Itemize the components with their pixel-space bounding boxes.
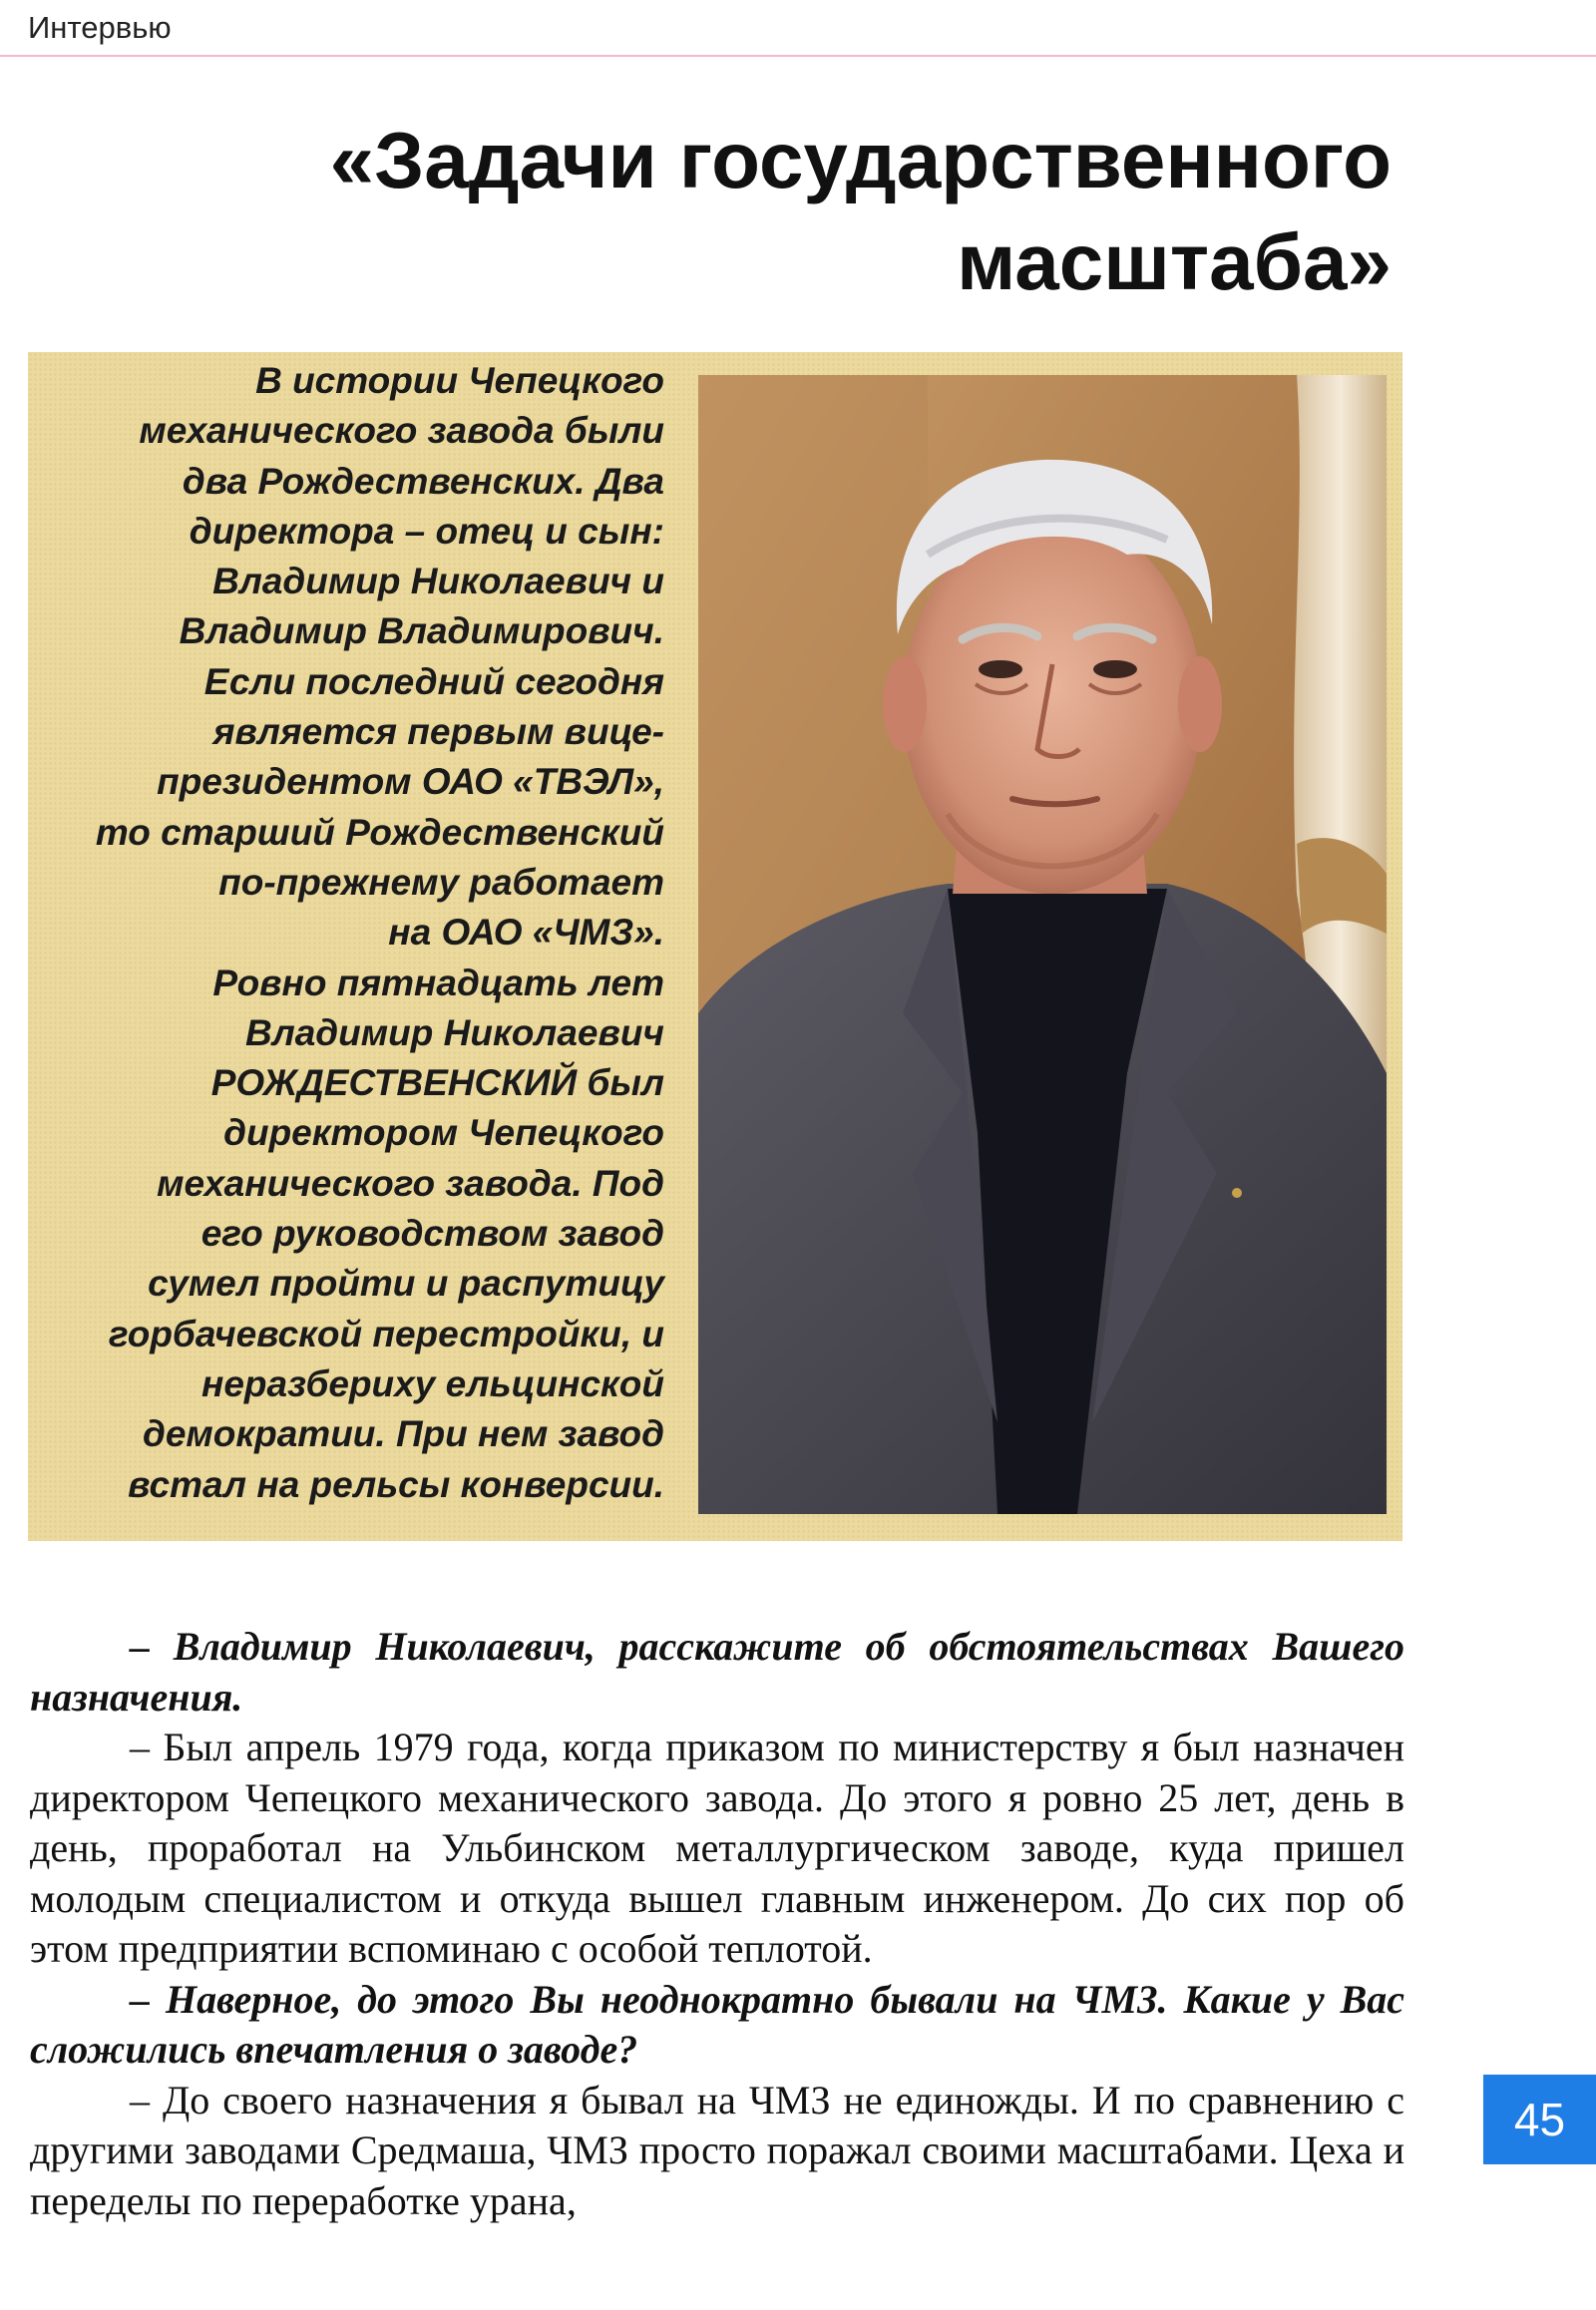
interview-answer: – Был апрель 1979 года, когда приказом по министерству я был назначен директором Чепецкого механического завода. До этого я ровно 25 лет, день в день, проработал на Ульбинском металлургическом заводе, куда пришел молодым специалистом и откуда вышел главным инженером. До сих пор об этом предприятии вспоминаю с особой теплотой.: [30, 1725, 1404, 1971]
intro-line: его руководством завод: [200, 1213, 664, 1255]
page-number: 45: [1483, 2075, 1596, 2164]
intro-line: директором Чепецкого: [223, 1112, 664, 1154]
article-title: [330, 110, 1392, 313]
intro-line: неразбериху ельцинской: [200, 1362, 664, 1404]
intro-line: РОЖДЕСТВЕНСКИЙ был: [210, 1062, 664, 1104]
intro-line: Владимир Николаевич и: [212, 561, 664, 602]
intro-line: Если последний сегодня: [203, 660, 664, 702]
intro-line: на ОАО «ЧМЗ».: [388, 912, 664, 954]
header-divider: [0, 55, 1596, 57]
intro-line: механического завода. Под: [157, 1162, 664, 1204]
intro-line: демократии. При нем завод: [142, 1413, 664, 1455]
intro-line: по-прежнему работает: [218, 861, 664, 903]
portrait-illustration: [698, 375, 1387, 1514]
article-title-line-2: масштаба»: [957, 217, 1392, 306]
intro-line: Владимир Владимирович.: [179, 610, 664, 652]
interview-question: – Наверное, до этого Вы неоднократно бывали на ЧМЗ. Какие у Вас сложились впечатления о заводе?: [30, 1976, 1404, 2072]
intro-line: Владимир Николаевич: [244, 1011, 664, 1053]
intro-line: встал на рельсы конверсии.: [128, 1463, 664, 1505]
intro-line: горбачевской перестройки, и: [108, 1313, 664, 1354]
intro-line: то старший Рождественский: [95, 811, 664, 853]
section-label: Интервью: [28, 10, 172, 45]
intro-line: является первым вице-: [212, 711, 664, 753]
intro-line: президентом ОАО «ТВЭЛ»,: [157, 761, 664, 803]
intro-line: два Рождественских. Два: [182, 460, 664, 502]
intro-line: Ровно пятнадцать лет: [212, 962, 664, 1003]
interview-answer: – До своего назначения я бывал на ЧМЗ не единожды. И по сравнению с другими заводами Средмаша, ЧМЗ просто поражал своими масштабами. Цеха и переделы по переработке урана,: [30, 2077, 1404, 2223]
intro-line: директора – отец и сын:: [189, 510, 664, 552]
intro-line: В истории Чепецкого: [255, 360, 664, 401]
interview-question: – Владимир Николаевич, расскажите об обстоятельствах Вашего назначения.: [30, 1624, 1404, 1720]
article-title-line-1: «Задачи государственного: [329, 116, 1392, 204]
intro-line: механического завода были: [139, 410, 664, 452]
intro-text: [44, 356, 664, 1510]
interview-body: [30, 1622, 1404, 2226]
portrait-photo: [698, 375, 1387, 1514]
intro-line: сумел пройти и распутицу: [148, 1263, 664, 1305]
